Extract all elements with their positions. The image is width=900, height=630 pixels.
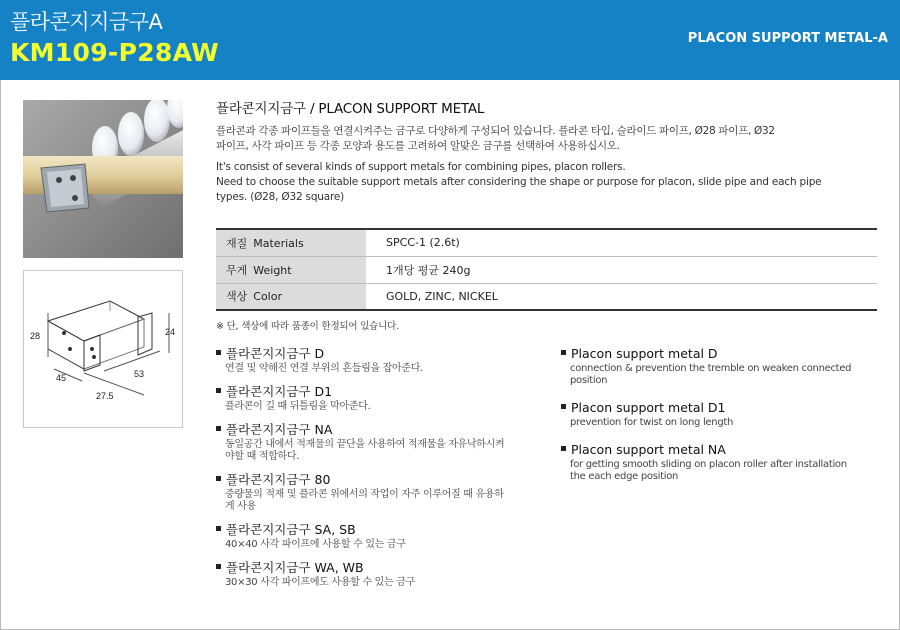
description-korean-line: 플라콘과 각종 파이프들을 연결시켜주는 금구로 다양하게 구성되어 있습니다. 플라콘 타입, 슬라이드 파이프, Ø28 파이프, Ø32: [216, 125, 775, 137]
type-item: [216, 522, 546, 551]
type-title-text: 플라콘지지금구 D: [226, 346, 325, 361]
type-desc: [225, 577, 546, 589]
spec-label: [216, 283, 366, 310]
dim-53-label: 53: [134, 369, 145, 379]
spec-label-ko: 재질: [226, 236, 248, 250]
type-title-text: Placon support metal D: [571, 346, 718, 361]
type-desc-line: 게 사용: [225, 501, 256, 512]
type-item: [216, 472, 546, 513]
description-english-line: Need to choose the suitable support metals after considering the shape or purpose for placon, slide pipe and each pipe: [216, 176, 822, 188]
product-photo-illustration: [23, 100, 183, 258]
dim-27-5-label: 27.5: [96, 391, 114, 401]
bullet-icon: [216, 564, 221, 569]
type-desc-line: 플라콘이 길 때 뒤틀림을 막아준다.: [225, 401, 371, 412]
dimension-drawing: [23, 270, 183, 428]
product-title-english: PLACON SUPPORT METAL-A: [687, 31, 888, 46]
type-item: [216, 384, 546, 413]
type-desc: [570, 459, 886, 483]
type-title-text: 플라콘지지금구 WA, WB: [226, 560, 364, 575]
bullet-icon: [216, 388, 221, 393]
spec-table: [216, 228, 877, 311]
product-description: [216, 97, 881, 205]
description-korean-line: 파이프, 사각 파이프 등 각종 모양과 용도를 고려하여 알맞은 금구를 선택하여 사용하십시오.: [216, 140, 620, 152]
color-note: ※ 단, 색상에 따라 품종이 한정되어 있습니다.: [216, 321, 399, 332]
type-desc: [570, 417, 886, 429]
type-desc-line: connection & prevention the tremble on weaken connected: [570, 363, 852, 374]
description-english: [216, 160, 881, 205]
type-item: [561, 442, 886, 483]
spec-label-en: Weight: [253, 263, 292, 277]
spec-label-ko: 색상: [226, 290, 248, 304]
type-list-english: [561, 346, 886, 496]
type-item: [216, 346, 546, 375]
type-item: [216, 560, 546, 589]
spec-value: 1개당 평균 240g: [366, 256, 877, 283]
type-title-text: 플라콘지지금구 D1: [226, 384, 333, 399]
type-desc-line: for getting smooth sliding on placon roller after installation: [570, 459, 847, 470]
spec-row-materials: [216, 229, 877, 256]
description-english-line: It's consist of several kinds of support metals for combining pipes, placon rollers.: [216, 161, 626, 173]
section-title: 플라콘지지금구 / PLACON SUPPORT METAL: [216, 101, 485, 117]
dim-45-label: 45: [56, 373, 67, 383]
type-desc-line: position: [570, 375, 608, 386]
spec-label-en: Color: [253, 290, 282, 304]
bullet-icon: [216, 426, 221, 431]
description-korean: [216, 124, 881, 154]
bullet-icon: [561, 446, 566, 451]
type-desc: [570, 363, 886, 387]
type-title-text: 플라콘지지금구 NA: [226, 422, 333, 437]
spec-label: [216, 229, 366, 256]
product-model-number: KM109-P28AW: [10, 38, 220, 67]
type-title: [216, 522, 546, 538]
type-title: [561, 400, 886, 416]
type-desc-line: 야할 때 적합하다.: [225, 451, 300, 462]
dim-24-label: 24: [165, 327, 176, 337]
type-item: [561, 400, 886, 429]
type-desc-line: 30×30 사각 파이프에도 사용할 수 있는 금구: [225, 577, 416, 588]
type-title: [216, 422, 546, 438]
spec-row-weight: [216, 256, 877, 283]
type-desc: [225, 363, 546, 375]
type-desc-line: prevention for twist on long length: [570, 417, 734, 428]
spec-value: SPCC-1 (2.6t): [366, 229, 877, 256]
spec-value: GOLD, ZINC, NICKEL: [386, 289, 498, 303]
type-desc-line: 중량물의 적재 및 플라콘 위에서의 작업이 자주 이루어질 때 유용하: [225, 489, 504, 500]
type-desc-line: 40×40 사각 파이프에 사용할 수 있는 금구: [225, 539, 406, 550]
spec-label-ko: 무게: [226, 263, 248, 277]
bracket-drawing: [24, 271, 182, 427]
bullet-icon: [216, 526, 221, 531]
type-desc: [225, 439, 546, 463]
type-title-text: 플라콘지지금구 SA, SB: [226, 522, 356, 537]
product-title-korean: 플라콘지지금구A: [10, 10, 163, 34]
dim-28-label: 28: [30, 331, 41, 341]
product-photo: [23, 100, 183, 258]
type-desc: [225, 539, 546, 551]
bullet-icon: [216, 350, 221, 355]
type-title: [561, 346, 886, 362]
type-desc: [225, 401, 546, 413]
type-title: [216, 472, 546, 488]
type-title: [561, 442, 886, 458]
type-title-text: 플라콘지지금구 80: [226, 472, 331, 487]
type-list-korean: [216, 346, 546, 598]
bullet-icon: [216, 476, 221, 481]
bullet-icon: [561, 404, 566, 409]
type-title: [216, 384, 546, 400]
bullet-icon: [561, 350, 566, 355]
spec-row-color: [216, 283, 877, 310]
type-desc-line: 연결 및 약해진 연결 부위의 흔들림을 잡아준다.: [225, 363, 423, 374]
spec-label: [216, 256, 366, 283]
type-desc: [225, 489, 546, 513]
page-header: [0, 0, 900, 80]
type-title-text: Placon support metal NA: [571, 442, 726, 457]
type-title: [216, 560, 546, 576]
type-desc-line: 동일공간 내에서 적재물의 끝단을 사용하여 적재물을 자유낙하시켜: [225, 439, 505, 450]
type-item: [561, 346, 886, 387]
spec-label-en: Materials: [253, 236, 304, 250]
type-title: [216, 346, 546, 362]
type-item: [216, 422, 546, 463]
type-title-text: Placon support metal D1: [571, 400, 726, 415]
type-desc-line: the each edge position: [570, 471, 679, 482]
description-english-line: types. (Ø28, Ø32 square): [216, 191, 345, 203]
